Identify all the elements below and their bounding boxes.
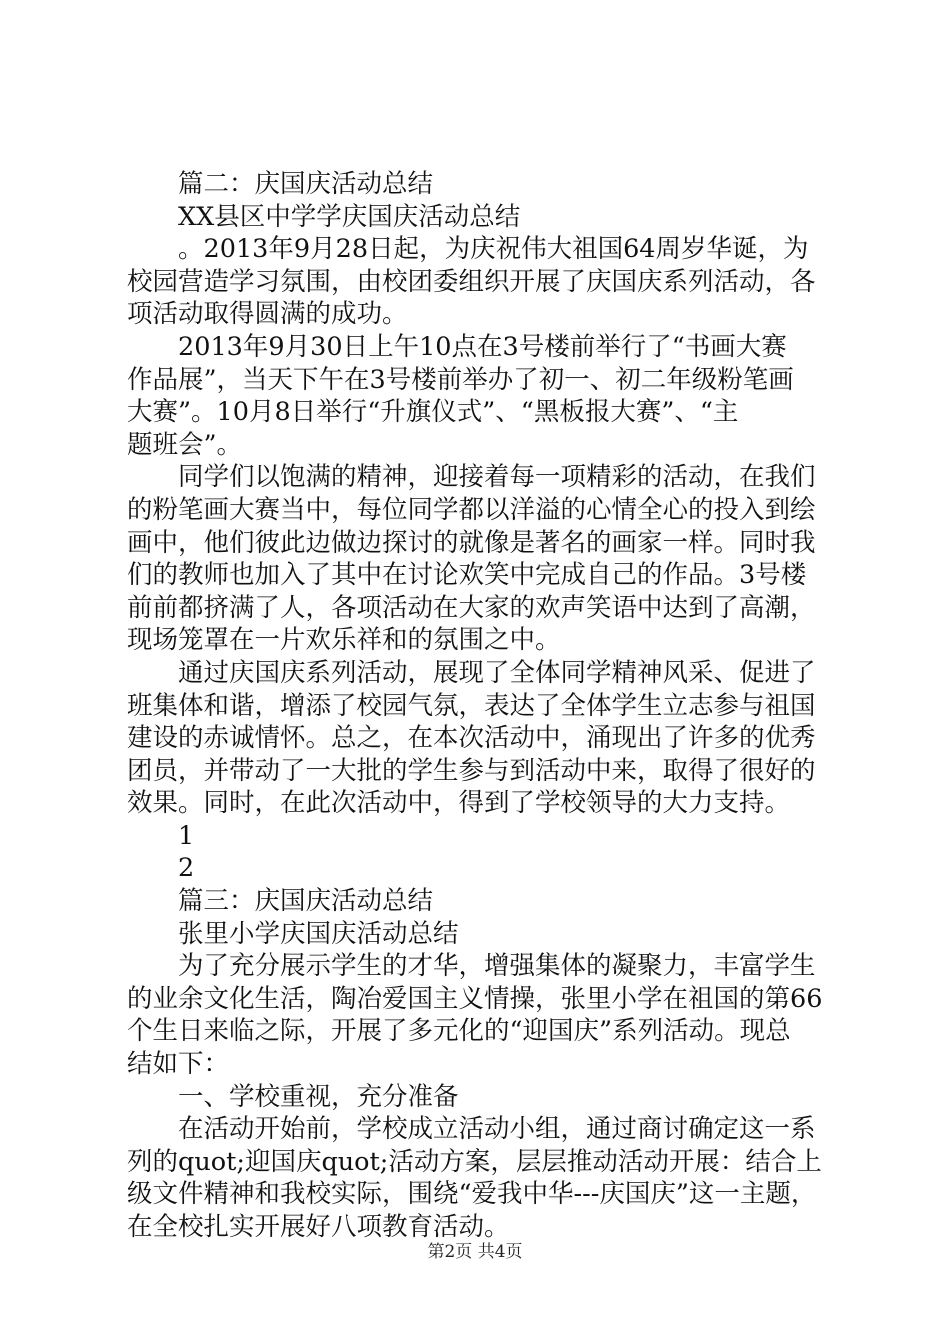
text-line: 题班会”。 bbox=[127, 429, 243, 460]
text-line: 的业余文化生活，陶冶爱国主义情操，张里小学在祖国的第66 bbox=[127, 983, 823, 1014]
text-line: 级文件精神和我校实际，围绕“爱我中华---庆国庆”这一主题， bbox=[127, 1179, 817, 1210]
text-line: 校园营造学习氛围，由校团委组织开展了庆国庆系列活动，各 bbox=[127, 266, 816, 297]
text-line: 的粉笔画大赛当中，每位同学都以洋溢的心情全心的投入到绘 bbox=[127, 494, 816, 525]
text-line: 项活动取得圆满的成功。 bbox=[127, 299, 408, 330]
text-line: 列的quot;迎国庆quot;活动方案，层层推动活动开展：结合上 bbox=[127, 1146, 822, 1177]
text-line: 们的教师也加入了其中在讨论欢笑中完成自己的作品。3号楼 bbox=[127, 560, 807, 591]
text-line: 为了充分展示学生的才华，增强集体的凝聚力，丰富学生 bbox=[178, 951, 816, 982]
document-body bbox=[127, 168, 842, 1244]
text-line: 结如下： bbox=[127, 1049, 230, 1080]
text-line: 2013年9月30日上午10点在3号楼前举行了“书画大赛 bbox=[178, 331, 787, 362]
text-line: 篇二：庆国庆活动总结 bbox=[178, 169, 434, 199]
text-line: 建设的赤诚情怀。总之，在本次活动中，涌现出了许多的优秀 bbox=[127, 723, 816, 754]
text-line: 篇三：庆国庆活动总结 bbox=[178, 886, 434, 917]
text-line: 一、学校重视，充分准备 bbox=[178, 1081, 459, 1112]
text-line: 通过庆国庆系列活动，展现了全体同学精神风采、促进了 bbox=[178, 657, 816, 688]
text-line: 效果。同时，在此次活动中，得到了学校领导的大力支持。 bbox=[127, 788, 791, 819]
text-line: 在活动开始前，学校成立活动小组，通过商讨确定这一系 bbox=[178, 1114, 816, 1145]
text-line: XX县区中学学庆国庆活动总结 bbox=[178, 201, 521, 232]
text-line: 团员，并带动了一大批的学生参与到活动中来，取得了很好的 bbox=[127, 755, 816, 786]
text-line: 同学们以饱满的精神，迎接着每一项精彩的活动，在我们 bbox=[178, 462, 816, 493]
text-line: 班集体和谐，增添了校园气氛，表达了全体学生立志参与祖国 bbox=[127, 690, 816, 721]
text-line: 。2013年9月28日起，为庆祝伟大祖国64周岁华诞，为 bbox=[178, 234, 809, 265]
text-line: 张里小学庆国庆活动总结 bbox=[178, 918, 459, 949]
text-line: 画中，他们彼此边做边探讨的就像是著名的画家一样。同时我 bbox=[127, 527, 816, 558]
text-line: 大赛”。10月8日举行“升旗仪式”、“黑板报大赛”、“主 bbox=[127, 397, 739, 428]
text-line: 现场笼罩在一片欢乐祥和的氛围之中。 bbox=[127, 625, 561, 656]
text-line: 个生日来临之际，开展了多元化的“迎国庆”系列活动。现总 bbox=[127, 1016, 791, 1047]
text-line: 2 bbox=[178, 853, 195, 884]
page-footer: 第2页 共4页 bbox=[427, 1242, 523, 1262]
text-line: 作品展”，当天下午在3号楼前举办了初一、初二年级粉笔画 bbox=[127, 364, 794, 395]
text-line: 在全校扎实开展好八项教育活动。 bbox=[127, 1212, 510, 1242]
text-line: 1 bbox=[178, 820, 195, 851]
text-line: 前前都挤满了人，各项活动在大家的欢声笑语中达到了高潮， bbox=[127, 592, 816, 623]
